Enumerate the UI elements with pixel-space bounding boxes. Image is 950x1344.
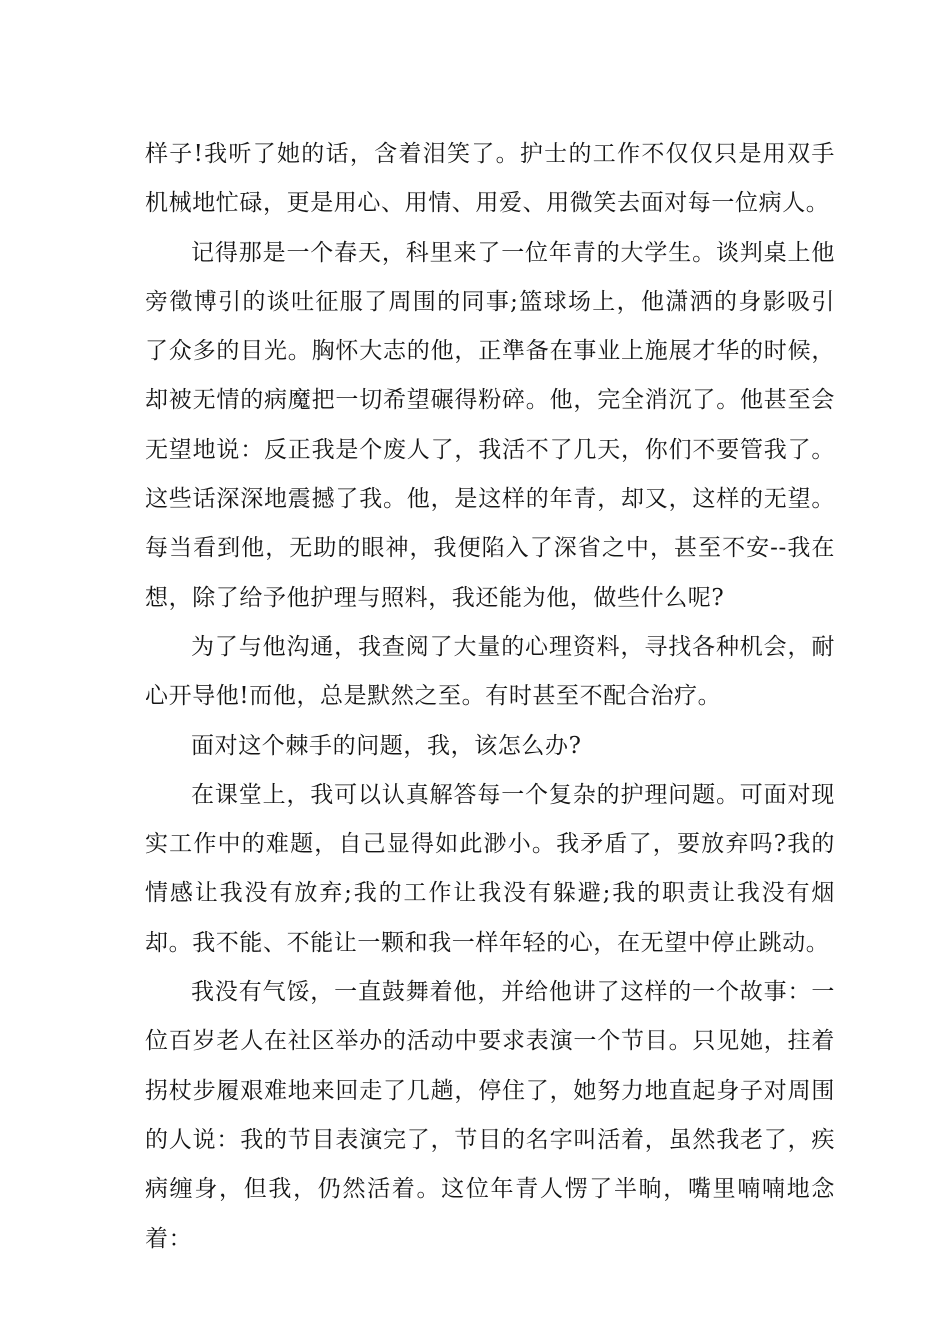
paragraph-6: 我没有气馁，一直鼓舞着他，并给他讲了这样的一个故事：一位百岁老人在社区举办的活动中要求表演一个节目。只见她，拄着拐杖步履艰难地来回走了几趟，停住了，她努力地直起身子对周围的人说：我的节目表演完了，节目的名字叫活着，虽然我老了，疾病缠身，但我，仍然活着。这位年青人愣了半晌，嘴里喃喃地念着： bbox=[145, 979, 835, 1252]
paragraph-1: 样子!我听了她的话，含着泪笑了。护士的工作不仅仅只是用双手机械地忙碌，更是用心、用情、用爱、用微笑去面对每一位病人。 bbox=[145, 141, 835, 217]
paragraph-3: 为了与他沟通，我查阅了大量的心理资料，寻找各种机会，耐心开导他!而他，总是默然之至。有时甚至不配合治疗。 bbox=[145, 633, 835, 710]
paragraph-4: 面对这个棘手的问题，我，该怎么办? bbox=[191, 732, 582, 759]
paragraph-5: 在课堂上，我可以认真解答每一个复杂的护理问题。可面对现实工作中的难题，自己显得如此渺小。我矛盾了，要放弃吗?我的情感让我没有放弃;我的工作让我没有躲避;我的职责让我没有烟却。我不能、不能让一颗和我一样年轻的心，在无望中停止跳动。 bbox=[145, 781, 835, 956]
body-text bbox=[145, 130, 835, 1264]
paragraph-2: 记得那是一个春天，科里来了一位年青的大学生。谈判桌上他旁徵博引的谈吐征服了周围的同事;篮球场上，他潇洒的身影吸引了众多的目光。胸怀大志的他，正準备在事业上施展才华的时候，却被无情的病魔把一切希望碾得粉碎。他，完全消沉了。他甚至会无望地说：反正我是个废人了，我活不了几天，你们不要管我了。这些话深深地震撼了我。他，是这样的年青，却又，这样的无望。每当看到他，无助的眼神，我便陷入了深省之中，甚至不安--我在想，除了给予他护理与照料，我还能为他，做些什么呢? bbox=[145, 239, 835, 611]
